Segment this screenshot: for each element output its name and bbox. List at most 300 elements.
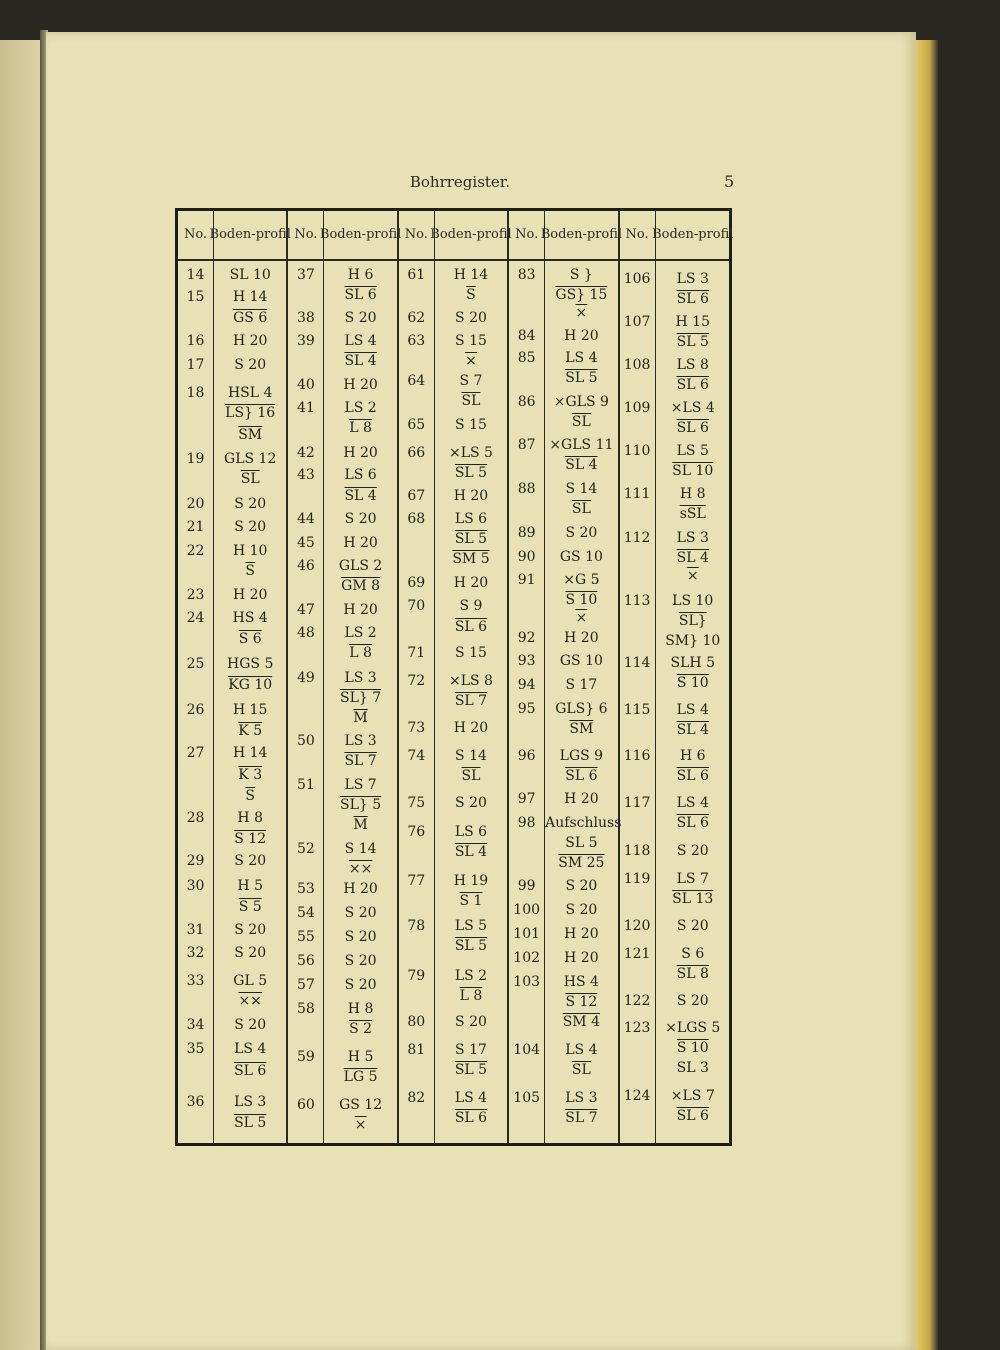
soil-profile-entry: LS 2 [344, 625, 377, 641]
soil-profile-entry: K 3 [238, 767, 263, 783]
header-line: profil [586, 227, 623, 242]
soil-profile-entry: H 8 [347, 1001, 374, 1017]
header-line: profil [476, 227, 512, 242]
soil-profile-entry: GS 10 [559, 549, 603, 565]
borehole-number: 33 [186, 973, 205, 989]
header-line: Boden- [209, 227, 256, 242]
soil-profile-entry: SM 25 [558, 855, 605, 871]
soil-profile-entry: $\overline{SM}$ [569, 721, 594, 737]
soil-profile-entry: LS 3 [344, 733, 377, 749]
soil-profile-entry: S 10 [676, 1040, 709, 1056]
soil-profile-entry: × [354, 1117, 367, 1133]
soil-profile-entry: S 15 [455, 333, 487, 349]
soil-profile-entry: S 20 [676, 918, 709, 934]
soil-profile-entry: S 2 [349, 1021, 373, 1037]
soil-profile-entry: LS 3 [565, 1090, 598, 1106]
soil-profile-entry: SL 7 [454, 693, 488, 709]
column-header-no: No. [620, 211, 655, 261]
borehole-number: 82 [407, 1090, 426, 1106]
soil-profile-entry: H 20 [453, 575, 489, 591]
soil-profile-entry: SL 6 [676, 377, 709, 393]
borehole-number: 100 [513, 902, 541, 918]
soil-profile-entry: $\overline{M}$ [353, 817, 368, 833]
borehole-number: 123 [623, 1020, 651, 1036]
soil-profile-entry: ×G 5 [563, 572, 600, 588]
soil-profile-entry: Aufschluss [545, 815, 622, 831]
soil-profile-entry: SL 3 [676, 1060, 709, 1076]
borehole-number: 84 [517, 328, 536, 344]
soil-profile-entry: SL 6 [454, 1110, 488, 1126]
soil-profile-entry: LGS 9 [559, 748, 604, 764]
borehole-number: 57 [296, 977, 315, 993]
soil-profile-entry: S 20 [344, 511, 377, 527]
soil-profile-entry: $\overline{S}$ [245, 563, 255, 579]
borehole-number: 83 [517, 267, 536, 283]
profile-column [430, 211, 512, 1143]
soil-profile-entry: × [575, 610, 588, 626]
column-header-no: No. [399, 211, 434, 261]
soil-profile-entry: S 12 [234, 831, 267, 847]
soil-profile-entry: S 20 [344, 977, 377, 993]
soil-profile-entry: SL 4 [344, 488, 377, 504]
borehole-register-table [175, 208, 732, 1146]
borehole-number: 62 [407, 310, 426, 326]
soil-profile-entry: HS 4 [232, 610, 268, 626]
soil-profile-entry: LS 6 [454, 824, 488, 840]
soil-profile-entry: LS 5 [454, 918, 488, 934]
soil-profile-entry: SL 6 [676, 815, 709, 831]
borehole-number: 29 [186, 853, 205, 869]
soil-profile-entry: S } [569, 267, 593, 283]
soil-profile-entry: SL 7 [565, 1110, 598, 1126]
soil-profile-entry: SL 4 [344, 353, 377, 369]
borehole-number: 97 [517, 791, 536, 807]
borehole-number: 22 [186, 543, 205, 559]
soil-profile-entry: H 20 [453, 720, 489, 736]
borehole-number: 18 [186, 385, 205, 401]
column-header-profile [430, 211, 512, 261]
soil-profile-entry: LS 4 [344, 333, 377, 349]
borehole-number: 67 [407, 488, 426, 504]
borehole-number: 17 [186, 357, 205, 373]
soil-profile-entry: $\overline{SL}$ [571, 414, 591, 430]
soil-profile-entry: SL 5 [676, 334, 709, 350]
borehole-number: 98 [517, 815, 536, 831]
soil-profile-entry: GLS 12 [224, 451, 277, 467]
soil-profile-entry: LS 4 [565, 350, 598, 366]
borehole-number: 56 [296, 953, 315, 969]
page-block-edge [916, 40, 938, 1350]
soil-profile-entry: L 8 [349, 645, 372, 661]
soil-profile-entry: LS 4 [565, 1042, 598, 1058]
borehole-number: 116 [623, 748, 651, 764]
soil-profile-entry: LS 10 [672, 593, 714, 609]
soil-profile-entry: GLS 2 [338, 558, 383, 574]
soil-profile-entry: H 8 [679, 486, 706, 502]
borehole-number: 47 [296, 602, 315, 618]
borehole-number: 68 [407, 511, 426, 527]
borehole-number: 27 [186, 745, 205, 761]
borehole-number: 79 [407, 968, 426, 984]
borehole-number: 107 [623, 314, 651, 330]
soil-profile-entry: LS 6 [344, 467, 377, 483]
borehole-number: 105 [513, 1090, 541, 1106]
borehole-number: 69 [407, 575, 426, 591]
soil-profile-entry: ×× [238, 993, 262, 1009]
borehole-number: 51 [296, 777, 315, 793]
soil-profile-entry: H 14 [232, 289, 268, 305]
soil-profile-entry: S 6 [681, 946, 705, 962]
borehole-number: 76 [407, 824, 426, 840]
borehole-number: 81 [407, 1042, 426, 1058]
soil-profile-entry: L 8 [459, 988, 483, 1004]
soil-profile-entry: S 1 [459, 893, 483, 909]
soil-profile-entry: S 10 [676, 675, 709, 691]
soil-profile-entry: LG 5 [343, 1069, 378, 1085]
soil-profile-entry: $\overline{sSL}$ [679, 506, 706, 522]
header-line: Boden- [430, 227, 477, 242]
borehole-number: 115 [623, 702, 651, 718]
column-header-profile [652, 211, 734, 261]
soil-profile-entry: KG 10 [228, 677, 273, 693]
soil-profile-entry: LS 2 [344, 400, 377, 416]
soil-profile-entry: $\overline{S}$ [245, 788, 255, 804]
soil-profile-entry: HS 4 [563, 974, 599, 990]
borehole-number: 40 [296, 377, 315, 393]
number-column [399, 211, 435, 1143]
soil-profile-entry: LS 3 [344, 670, 377, 686]
soil-profile-entry: SL 6 [676, 1108, 709, 1124]
header-line: Boden- [652, 227, 699, 242]
soil-profile-entry: LS 4 [234, 1041, 267, 1057]
soil-profile-entry: HSL 4 [227, 385, 273, 401]
borehole-number: 93 [517, 653, 536, 669]
soil-profile-entry: $\overline{S}$ [466, 287, 476, 303]
borehole-number: 14 [186, 267, 205, 283]
borehole-number: 46 [296, 558, 315, 574]
soil-profile-entry: H 20 [564, 791, 599, 807]
soil-profile-entry: H 20 [564, 926, 599, 942]
header-line: profil [255, 227, 291, 242]
number-column [288, 211, 324, 1143]
soil-profile-entry: H 20 [232, 587, 268, 603]
borehole-number: 88 [517, 481, 536, 497]
soil-profile-entry: ×GLS 9 [553, 394, 609, 410]
soil-profile-entry: S 20 [234, 496, 267, 512]
soil-profile-entry: S 10 [565, 592, 598, 608]
borehole-number: 118 [623, 843, 651, 859]
borehole-number: 106 [623, 271, 651, 287]
borehole-number: 23 [186, 587, 205, 603]
soil-profile-entry: S 6 [238, 631, 262, 647]
borehole-number: 26 [186, 702, 205, 718]
soil-profile-entry: SL 8 [676, 966, 709, 982]
soil-profile-entry: H 5 [237, 878, 263, 894]
borehole-number: 30 [186, 878, 205, 894]
soil-profile-entry: SL 5 [454, 1062, 488, 1078]
borehole-number: 52 [296, 841, 315, 857]
borehole-number: 111 [623, 486, 651, 502]
soil-profile-entry: S 7 [459, 373, 483, 389]
borehole-number: 121 [623, 946, 651, 962]
borehole-number: 73 [407, 720, 426, 736]
soil-profile-entry: H 20 [343, 881, 378, 897]
borehole-number: 60 [296, 1097, 315, 1113]
borehole-number: 104 [513, 1042, 541, 1058]
borehole-number: 58 [296, 1001, 315, 1017]
soil-profile-entry: S 20 [676, 843, 709, 859]
soil-profile-entry: SLH 5 [670, 655, 715, 671]
soil-profile-entry: S 20 [234, 519, 267, 535]
soil-profile-entry: SL 7 [344, 753, 377, 769]
borehole-number: 117 [623, 795, 651, 811]
soil-profile-entry: LS 3 [676, 271, 709, 287]
soil-profile-entry: LS 4 [676, 795, 709, 811]
borehole-number: 96 [517, 748, 536, 764]
soil-profile-entry: SL 5 [454, 531, 488, 547]
borehole-number: 112 [623, 530, 651, 546]
borehole-number: 86 [517, 394, 536, 410]
borehole-number: 55 [296, 929, 315, 945]
profile-column [209, 211, 291, 1143]
borehole-number: 102 [513, 950, 541, 966]
soil-profile-entry: S 20 [565, 878, 598, 894]
soil-profile-entry: × [686, 568, 699, 584]
borehole-number: 48 [296, 625, 315, 641]
soil-profile-entry: SL 10 [229, 267, 271, 283]
soil-profile-entry: SL 5 [234, 1115, 267, 1131]
soil-profile-entry: LS 7 [676, 871, 709, 887]
soil-profile-entry: S 5 [238, 899, 262, 915]
soil-profile-entry: LS 7 [344, 777, 377, 793]
borehole-number: 45 [296, 535, 315, 551]
borehole-number: 25 [186, 656, 205, 672]
soil-profile-entry: ×LGS 5 [665, 1020, 721, 1036]
soil-profile-entry: ×GLS 11 [549, 437, 614, 453]
borehole-number: 54 [296, 905, 315, 921]
soil-profile-entry: H 14 [232, 745, 268, 761]
borehole-number: 38 [296, 310, 315, 326]
soil-profile-entry: SL 6 [234, 1063, 267, 1079]
soil-profile-entry: S 20 [344, 929, 377, 945]
soil-profile-entry: SL 10 [672, 463, 714, 479]
borehole-number: 122 [623, 993, 651, 1009]
borehole-number: 39 [296, 333, 315, 349]
soil-profile-entry: SL 4 [565, 457, 598, 473]
soil-profile-entry: ×× [348, 861, 373, 877]
borehole-number: 101 [513, 926, 541, 942]
column-header-no: No. [178, 211, 213, 261]
soil-profile-entry: SL 5 [565, 370, 598, 386]
soil-profile-entry: S 9 [459, 598, 483, 614]
borehole-number: 95 [517, 701, 536, 717]
soil-profile-entry: H 20 [564, 950, 599, 966]
soil-profile-entry: SL 5 [565, 835, 598, 851]
soil-profile-entry: S 17 [455, 1042, 487, 1058]
soil-profile-entry: $\overline{SL}$ [461, 393, 481, 409]
soil-profile-entry: GLS} 6 [555, 701, 608, 717]
soil-profile-entry: $\overline{SM}$ [238, 427, 263, 443]
page-number: 5 [724, 172, 735, 191]
borehole-number: 110 [623, 443, 651, 459]
column-header-no: No. [288, 211, 323, 261]
soil-profile-entry: GM 8 [341, 578, 381, 594]
soil-profile-entry: S 15 [455, 645, 487, 661]
borehole-number: 24 [186, 610, 205, 626]
borehole-number: 28 [186, 810, 205, 826]
soil-profile-entry: SL 6 [676, 768, 709, 784]
soil-profile-entry: SL 4 [676, 722, 709, 738]
soil-profile-entry: SL 4 [676, 550, 709, 566]
soil-profile-entry: $\overline{SL}$ [571, 501, 591, 517]
borehole-number: 37 [296, 267, 315, 283]
profile-column [652, 211, 734, 1143]
borehole-number: 50 [296, 733, 315, 749]
soil-profile-entry: S 12 [565, 994, 598, 1010]
borehole-number: 114 [623, 655, 651, 671]
borehole-number: 99 [517, 878, 536, 894]
soil-profile-entry: H 20 [564, 328, 599, 344]
soil-profile-entry: H 6 [347, 267, 374, 283]
borehole-number: 34 [186, 1017, 205, 1033]
borehole-number: 91 [517, 572, 536, 588]
borehole-number: 49 [296, 670, 315, 686]
soil-profile-entry: LS 8 [676, 357, 709, 373]
borehole-number: 43 [296, 467, 315, 483]
soil-profile-entry: H 20 [343, 535, 378, 551]
borehole-number: 59 [296, 1049, 315, 1065]
number-column [509, 211, 545, 1143]
profile-column [319, 211, 402, 1143]
borehole-number: 19 [186, 451, 205, 467]
soil-profile-entry: LS 4 [676, 702, 709, 718]
borehole-number: 65 [407, 417, 426, 433]
soil-profile-entry: H 19 [453, 873, 489, 889]
soil-profile-entry: S 14 [344, 841, 377, 857]
soil-profile-entry: $\overline{M}$ [353, 710, 368, 726]
soil-profile-entry: S 20 [344, 905, 377, 921]
column-header-profile [540, 211, 623, 261]
header-line: Boden- [319, 227, 367, 242]
number-column [178, 211, 214, 1143]
borehole-number: 72 [407, 673, 426, 689]
soil-profile-entry: GS 6 [233, 310, 268, 326]
soil-profile-entry: SL 6 [676, 291, 709, 307]
soil-profile-entry: K 5 [238, 723, 263, 739]
soil-profile-entry: S 20 [234, 853, 267, 869]
soil-profile-entry: SL 5 [454, 938, 488, 954]
facing-page-edge [0, 40, 40, 1350]
soil-profile-entry: S 20 [344, 310, 377, 326]
soil-profile-entry: SL} 7 [340, 690, 382, 706]
soil-profile-entry: S 20 [344, 953, 377, 969]
profile-column [540, 211, 623, 1143]
soil-profile-entry: H 15 [675, 314, 710, 330]
soil-profile-entry: L 8 [349, 420, 372, 436]
soil-profile-entry: S 20 [676, 993, 709, 1009]
borehole-number: 41 [296, 400, 315, 416]
soil-profile-entry: S 20 [234, 922, 267, 938]
borehole-number: 74 [407, 748, 426, 764]
soil-profile-entry: × [465, 353, 477, 369]
borehole-number: 103 [513, 974, 541, 990]
borehole-number: 21 [186, 519, 205, 535]
borehole-number: 35 [186, 1041, 205, 1057]
borehole-number: 71 [407, 645, 426, 661]
soil-profile-entry: S 17 [565, 677, 598, 693]
borehole-number: 63 [407, 333, 426, 349]
soil-profile-entry: H 5 [347, 1049, 374, 1065]
borehole-number: 77 [407, 873, 426, 889]
soil-profile-entry: S 20 [455, 310, 487, 326]
soil-profile-entry: LS} 16 [225, 405, 276, 421]
soil-profile-entry: SL 5 [454, 465, 488, 481]
soil-profile-entry: SM 4 [562, 1014, 601, 1030]
soil-profile-entry: H 20 [453, 488, 489, 504]
number-column [620, 211, 656, 1143]
soil-profile-entry: HGS 5 [227, 656, 274, 672]
soil-profile-entry: ×LS 5 [448, 445, 493, 461]
soil-profile-entry: GS 10 [559, 653, 603, 669]
borehole-number: 53 [296, 881, 315, 897]
soil-profile-entry: H 10 [232, 543, 268, 559]
soil-profile-entry: ×LS 7 [670, 1088, 715, 1104]
soil-profile-entry: SL 6 [565, 768, 598, 784]
borehole-number: 108 [623, 357, 651, 373]
soil-profile-entry: H 20 [343, 602, 378, 618]
soil-profile-entry: SL 6 [344, 287, 377, 303]
soil-profile-entry: ×LS 8 [448, 673, 493, 689]
borehole-number: 31 [186, 922, 205, 938]
soil-profile-entry: $\overline{SL}$ [571, 1062, 591, 1078]
soil-profile-entry: SL 13 [672, 891, 714, 907]
header-line: profil [698, 227, 734, 242]
borehole-number: 89 [517, 525, 536, 541]
borehole-number: 75 [407, 795, 426, 811]
borehole-number: 32 [186, 945, 205, 961]
soil-profile-entry: H 6 [679, 748, 706, 764]
soil-profile-entry: H 20 [564, 630, 599, 646]
soil-profile-entry: GL 5 [233, 973, 268, 989]
soil-profile-entry: H 20 [343, 377, 378, 393]
borehole-number: 64 [407, 373, 426, 389]
column-header-profile [209, 211, 291, 261]
soil-profile-entry: S 20 [234, 357, 267, 373]
borehole-number: 36 [186, 1094, 205, 1110]
borehole-number: 85 [517, 350, 536, 366]
borehole-number: 20 [186, 496, 205, 512]
borehole-number: 16 [186, 333, 205, 349]
borehole-number: 120 [623, 918, 651, 934]
soil-profile-entry: H 20 [232, 333, 268, 349]
borehole-number: 90 [517, 549, 536, 565]
soil-profile-entry: H 14 [453, 267, 489, 283]
column-header-profile [319, 211, 402, 261]
borehole-number: 119 [623, 871, 651, 887]
soil-profile-entry: $\overline{SL}$ [461, 768, 481, 784]
borehole-number: 44 [296, 511, 315, 527]
soil-profile-entry: S 20 [565, 525, 598, 541]
header-line: profil [366, 227, 402, 242]
soil-profile-entry: LS 2 [454, 968, 488, 984]
borehole-number: 70 [407, 598, 426, 614]
soil-profile-entry: H 20 [343, 445, 378, 461]
soil-profile-entry: LS 5 [676, 443, 709, 459]
soil-profile-entry: LS 4 [454, 1090, 488, 1106]
borehole-number: 66 [407, 445, 426, 461]
soil-profile-entry: ×LS 4 [670, 400, 715, 416]
soil-profile-entry: H 15 [232, 702, 268, 718]
